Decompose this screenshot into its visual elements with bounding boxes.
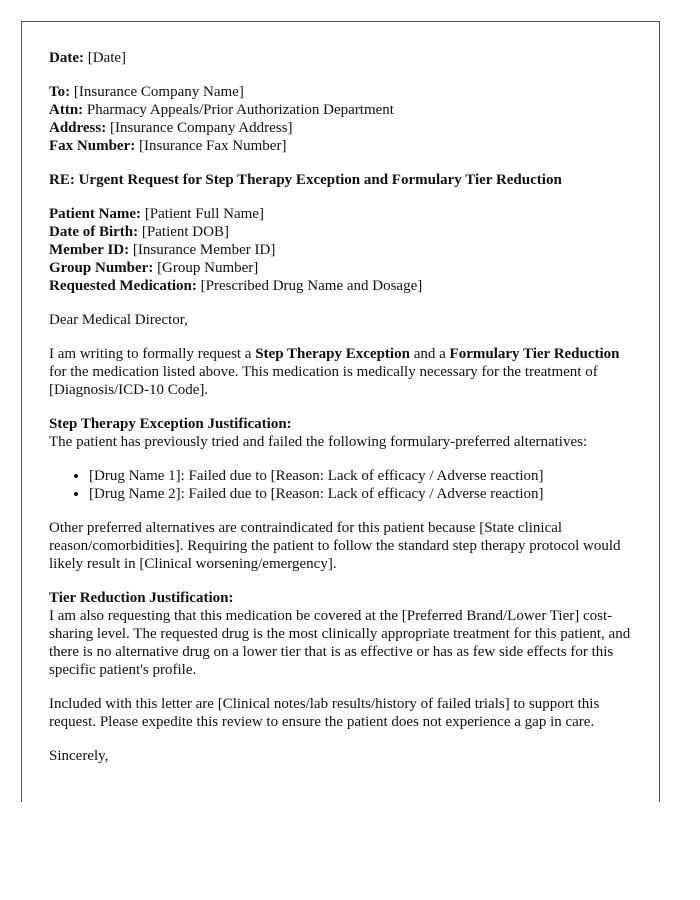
step-therapy-heading-text: Step Therapy Exception Justification: <box>49 416 292 432</box>
dob-value: [Patient DOB] <box>141 224 229 240</box>
medication-line <box>49 277 659 295</box>
attn-value: Pharmacy Appeals/Prior Authorization Department <box>86 102 394 118</box>
step-therapy-heading <box>49 415 659 433</box>
step-therapy-lead: The patient has previously tried and failed the following formulary-preferred alternatives: <box>49 434 588 450</box>
patient-name-line <box>49 205 659 223</box>
tier-section <box>49 589 659 679</box>
attn-line <box>49 101 659 119</box>
salutation: Dear Medical Director, <box>49 312 188 328</box>
intro-bold2: Formulary Tier Reduction <box>449 346 620 362</box>
to-line <box>49 83 659 101</box>
tier-heading <box>49 589 659 607</box>
list-item: • [Drug Name 1]: Failed due to [Reason: Lack of efficacy / Adverse reaction] <box>89 467 659 485</box>
letter-page <box>21 21 660 802</box>
patient-block <box>49 205 659 295</box>
intro-part3: for the medication listed above. This medication is medically necessary for the treatment of [Diagnosis/ICD-10 Code]. <box>49 364 598 398</box>
group-number-line <box>49 259 659 277</box>
failed-drugs-list <box>49 467 659 503</box>
intro-part2: and a <box>409 346 450 362</box>
address-value: [Insurance Company Address] <box>109 120 293 136</box>
medication-label: Requested Medication: <box>49 278 197 294</box>
patient-name-value: [Patient Full Name] <box>144 206 264 222</box>
intro-paragraph <box>49 345 639 399</box>
signoff: Sincerely, <box>49 748 109 764</box>
list-item: • [Drug Name 2]: Failed due to [Reason: Lack of efficacy / Adverse reaction] <box>89 485 659 503</box>
group-number-label: Group Number: <box>49 260 154 276</box>
date-label: Date: <box>49 50 84 66</box>
to-value: [Insurance Company Name] <box>73 84 244 100</box>
address-line <box>49 119 659 137</box>
dob-label: Date of Birth: <box>49 224 139 240</box>
subject-line <box>49 171 659 189</box>
recipient-block <box>49 83 659 155</box>
attn-label: Attn: <box>49 102 84 118</box>
fax-line <box>49 137 659 155</box>
closing-paragraph: Included with this letter are [Clinical notes/lab results/history of failed trials] to support this request. Please expedite this review to ensure the patient does not experience a gap in care. <box>49 696 600 730</box>
group-number-value: [Group Number] <box>157 260 259 276</box>
subject-text: RE: Urgent Request for Step Therapy Exception and Formulary Tier Reduction <box>49 172 562 188</box>
medication-value: [Prescribed Drug Name and Dosage] <box>200 278 423 294</box>
fax-value: [Insurance Fax Number] <box>139 138 287 154</box>
step-therapy-followup: Other preferred alternatives are contraindicated for this patient because [State clinical reason/comorbidities]. Requiring the patient to follow the standard step therapy protocol would likely result in [Clinical worsening/emergency]. <box>49 520 621 572</box>
tier-heading-text: Tier Reduction Justification: <box>49 590 234 606</box>
step-therapy-section <box>49 415 659 573</box>
tier-body: I am also requesting that this medication be covered at the [Preferred Brand/Lower Tier] cost-sharing level. The requested drug is the most clinically appropriate treatment for this patient, and there is no alternative drug on a lower tier that is as effective or has as few side effects for this specific patient's profile. <box>49 608 631 678</box>
address-label: Address: <box>49 120 107 136</box>
intro-bold1: Step Therapy Exception <box>255 346 410 362</box>
patient-name-label: Patient Name: <box>49 206 142 222</box>
date-line <box>49 49 659 67</box>
dob-line <box>49 223 659 241</box>
member-id-line <box>49 241 659 259</box>
date-value: [Date] <box>87 50 127 66</box>
member-id-label: Member ID: <box>49 242 130 258</box>
intro-part1: I am writing to formally request a <box>49 346 256 362</box>
to-label: To: <box>49 84 71 100</box>
member-id-value: [Insurance Member ID] <box>132 242 276 258</box>
fax-label: Fax Number: <box>49 138 136 154</box>
